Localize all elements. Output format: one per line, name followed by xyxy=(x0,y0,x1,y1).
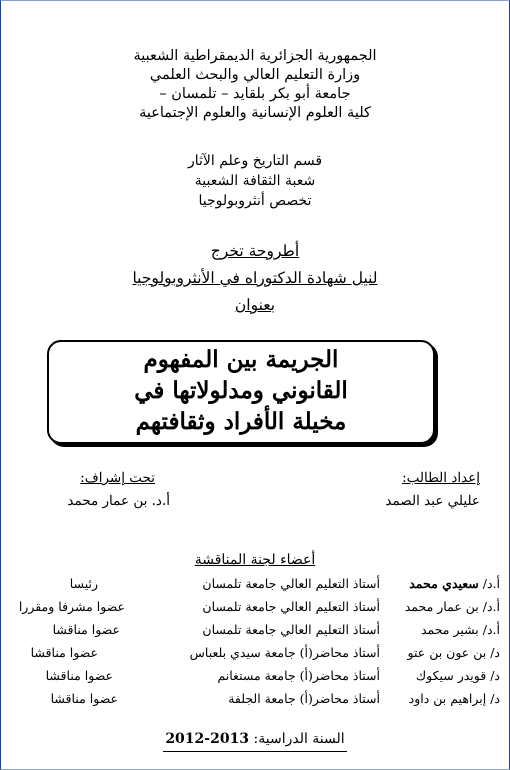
academic-year-value: 2012-2013 xyxy=(165,731,250,747)
member-role: عضوا مناقشا xyxy=(50,691,118,706)
member-role: رئيسا xyxy=(69,576,98,591)
supervisor-name: أ.د. بن عمار محمد xyxy=(67,493,170,509)
ministry-name: وزارة التعليم العالي والبحث العلمي xyxy=(149,67,361,83)
specialty-name: تخصص أنثروبولوجيا xyxy=(198,193,312,209)
member-name: إبراهيم بن داود xyxy=(408,691,487,706)
member-role: عضوا مشرفا ومقررا xyxy=(18,599,125,614)
academic-year-label: السنة الدراسية: xyxy=(253,731,345,747)
member-position: أستاذ التعليم العالي جامعة تلمسان xyxy=(202,622,380,637)
university-name: جامعة أبو بكر بلقايد – تلمسان – xyxy=(159,86,351,102)
member-position: أستاذ محاضر(أ) جامعة مستغانم xyxy=(217,668,380,683)
republic-name: الجمهورية الجزائرية الديمقراطية الشعبية xyxy=(133,48,377,64)
member-role: عضوا مناقشا xyxy=(45,668,113,683)
thesis-title-box xyxy=(47,340,435,444)
member-name: سعيدي محمد xyxy=(409,576,479,591)
member-role: عضوا مناقشا xyxy=(30,645,98,660)
committee-row xyxy=(0,668,510,688)
member-title: أ.د/ xyxy=(482,576,500,591)
student-name: عليلي عبد الصمد xyxy=(385,493,480,509)
committee-row xyxy=(0,691,510,711)
member-position: أستاذ محاضر(أ) جامعة سيدي بلعباس xyxy=(189,645,380,660)
committee-row xyxy=(0,576,510,596)
member-title: أ.د/ xyxy=(482,622,500,637)
member-name: بشير محمد xyxy=(420,622,479,637)
title-intro: بعنوان xyxy=(234,296,276,314)
thesis-title-line-1: الجريمة بين المفهوم xyxy=(143,346,339,373)
member-name: قويدر سيكوك xyxy=(415,668,487,683)
degree-line: لنيل شهادة الدكتوراه في الأنثروبولوجيا xyxy=(132,269,378,287)
committee-row xyxy=(0,645,510,665)
member-position: أستاذ التعليم العالي جامعة تلمسان xyxy=(202,576,380,591)
committee-row xyxy=(0,622,510,642)
member-title: أ.د/ xyxy=(482,599,500,614)
member-name: بن عون بن عتو xyxy=(407,645,487,660)
committee-row xyxy=(0,599,510,619)
member-title: د/ xyxy=(490,645,500,660)
member-position: أستاذ التعليم العالي جامعة تلمسان xyxy=(202,599,380,614)
supervisor-label: تحت إشراف: xyxy=(80,470,155,486)
academic-year xyxy=(0,731,510,747)
thesis-title-line-3: مخيلة الأفراد وثقافتهم xyxy=(135,408,347,435)
thesis-type: أطروحة تخرج xyxy=(210,242,300,260)
committee-title: أعضاء لجنة المناقشة xyxy=(194,552,316,568)
department-name: قسم التاريخ وعلم الآثار xyxy=(187,153,323,169)
year-underline xyxy=(163,751,347,752)
faculty-name: كلية العلوم الإنسانية والعلوم الإجتماعية xyxy=(139,105,371,121)
member-title: د/ xyxy=(490,691,500,706)
member-position: أستاذ محاضر(أ) جامعة الجلفة xyxy=(228,691,380,706)
student-label: إعداد الطالب: xyxy=(402,470,480,486)
thesis-title-line-2: القانوني ومدلولاتها في xyxy=(134,377,348,404)
member-role: عضوا مناقشا xyxy=(52,622,120,637)
branch-name: شعبة الثقافة الشعبية xyxy=(194,173,316,189)
member-name: بن عمار محمد xyxy=(404,599,479,614)
member-title: د/ xyxy=(490,668,500,683)
